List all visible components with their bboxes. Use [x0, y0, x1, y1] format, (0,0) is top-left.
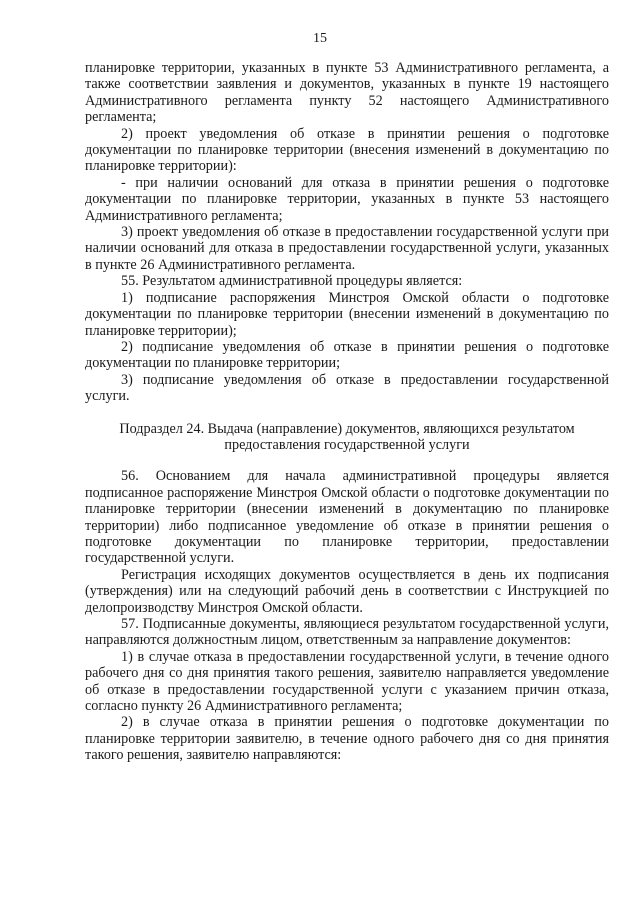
paragraph: планировке территории, указанных в пункте 53 Административного регламента, а также соответствии заявления и документов, указанных в пункте 19 настоящего Административного регламента пункту 52 настоящего Административного регламента; [85, 60, 609, 126]
paragraph: 57. Подписанные документы, являющиеся результатом государственной услуги, направляются должностным лицом, ответственным за направление документов: [85, 616, 609, 649]
paragraph: 1) подписание распоряжения Минстроя Омской области о подготовке документации по планировке территории (внесении изменений в документацию по планировке территории); [85, 289, 609, 339]
paragraph: 2) проект уведомления об отказе в принятии решения о подготовке документации по планировке территории (внесения изменений в документацию по планировке территории): [85, 125, 609, 175]
page-number: 15 [313, 31, 327, 46]
paragraph: 2) в случае отказа в принятии решения о подготовке документации по планировке территории заявителю, в течение одного рабочего дня со дня принятия такого решения, заявителю направляются: [85, 714, 609, 764]
paragraph: 56. Основанием для начала административной процедуры является подписанное распоряжение Минстроя Омской области о подготовке документации по планировке территории (внесении изменений в документацию по планировке территории) либо подписанное уведомление об отказе в принятии решения о подготовке документации по планировке территории, предоставлении государственной услуги. [85, 468, 609, 567]
paragraph: 1) в случае отказа в предоставлении государственной услуги, в течение одного рабочего дня со дня принятия такого решения, заявителю направляется уведомление об отказе в предоставлении государственной услуги с указанием причин отказа, согласно пункту 26 Административного регламента; [85, 648, 609, 715]
subsection-heading: Подраздел 24. Выдача (направление) документов, являющихся результатом предоставления государственной услуги [119, 420, 575, 453]
paragraph: 55. Результатом административной процедуры является: [121, 273, 463, 290]
paragraph: 3) подписание уведомления об отказе в предоставлении государственной услуги. [85, 371, 609, 405]
body-text [85, 60, 609, 764]
paragraph: 2) подписание уведомления об отказе в принятии решения о подготовке документации по планировке территории; [85, 338, 609, 372]
paragraphs-after-heading [85, 468, 609, 763]
paragraph: - при наличии оснований для отказа в принятии решения о подготовке документации по планировке территории, указанных в пункте 53 настоящего Административного регламента; [85, 174, 609, 224]
paragraph: Регистрация исходящих документов осуществляется в день их подписания (утверждения) или на следующий рабочий день в соответствии с Инструкцией по делопроизводству Минстроя Омской области. [85, 566, 609, 616]
paragraphs-before-heading [85, 60, 609, 405]
paragraph: 3) проект уведомления об отказе в предоставлении государственной услуги при наличии оснований для отказа в предоставлении государственной услуги, указанных в пункте 26 Административного регламента. [85, 224, 609, 273]
